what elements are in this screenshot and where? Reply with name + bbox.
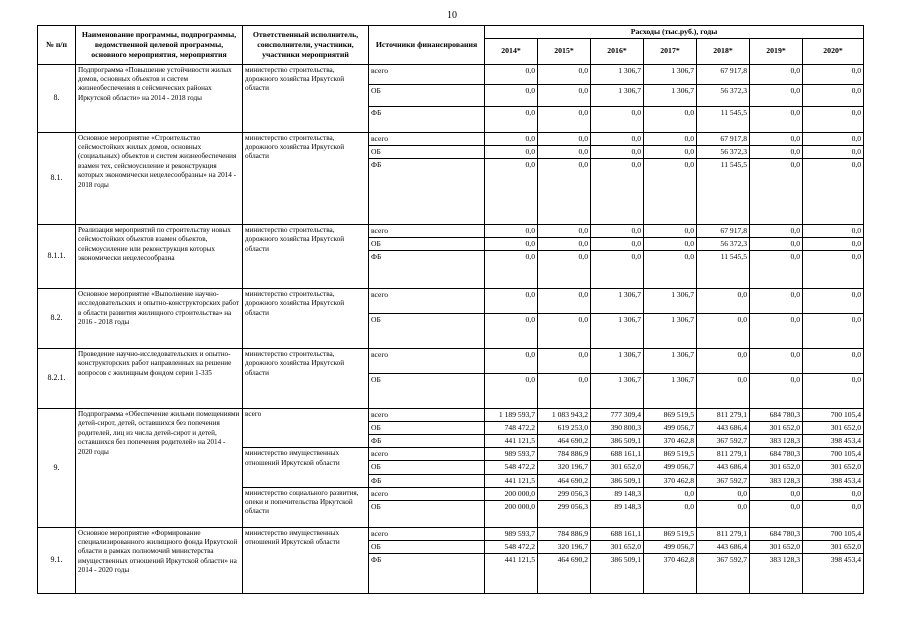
value-cell: 0,0 xyxy=(538,289,591,314)
value-cell: 0,0 xyxy=(750,500,803,527)
table-row xyxy=(38,64,864,84)
value-cell: 0,0 xyxy=(803,106,864,132)
source-cell: ФБ xyxy=(369,553,485,593)
table-row xyxy=(38,527,864,540)
value-cell: 367 592,7 xyxy=(697,435,750,448)
source-cell: ОБ xyxy=(369,84,485,106)
value-cell: 11 545,5 xyxy=(697,251,750,289)
row-number: 9. xyxy=(38,409,76,528)
value-cell: 0,0 xyxy=(538,314,591,349)
value-cell: 370 462,8 xyxy=(644,553,697,593)
row-number: 8.1.1. xyxy=(38,224,76,288)
source-cell: ФБ xyxy=(369,435,485,448)
table-body xyxy=(38,64,864,593)
value-cell: 0,0 xyxy=(697,314,750,349)
row-number: 8.2.1. xyxy=(38,349,76,409)
value-cell: 0,0 xyxy=(485,64,538,84)
row-number: 8. xyxy=(38,64,76,132)
value-cell: 811 279,1 xyxy=(697,409,750,422)
header-year: 2019* xyxy=(750,38,803,64)
source-cell: всего xyxy=(369,448,485,461)
value-cell: 0,0 xyxy=(538,349,591,374)
measure-name: Основное мероприятие «Выполнение научно-исследовательских и опытно-конструкторских работ в области развития жилищного строительства» на 2016 - 2018 годы xyxy=(76,289,243,349)
value-cell: 684 780,3 xyxy=(750,527,803,540)
measure-name: Проведение научно-исследовательских и опытно-конструкторских работ направленных на решение вопросов с жилищным фондом серии 1-335 xyxy=(76,349,243,409)
value-cell: 370 462,8 xyxy=(644,474,697,487)
value-cell: 0,0 xyxy=(750,289,803,314)
value-cell: 0,0 xyxy=(538,238,591,251)
value-cell: 386 509,1 xyxy=(591,474,644,487)
value-cell: 777 309,4 xyxy=(591,409,644,422)
value-cell: 56 372,3 xyxy=(697,238,750,251)
value-cell: 0,0 xyxy=(485,349,538,374)
value-cell: 1 306,7 xyxy=(644,64,697,84)
value-cell: 0,0 xyxy=(591,132,644,145)
value-cell: 56 372,3 xyxy=(697,84,750,106)
value-cell: 1 306,7 xyxy=(644,349,697,374)
value-cell: 67 917,8 xyxy=(697,132,750,145)
row-number: 8.2. xyxy=(38,289,76,349)
value-cell: 441 121,5 xyxy=(485,474,538,487)
value-cell: 0,0 xyxy=(750,132,803,145)
value-cell: 0,0 xyxy=(644,487,697,500)
value-cell: 0,0 xyxy=(644,106,697,132)
value-cell: 398 453,4 xyxy=(803,435,864,448)
value-cell: 499 056,7 xyxy=(644,422,697,435)
value-cell: 390 800,3 xyxy=(591,422,644,435)
value-cell: 464 690,2 xyxy=(538,553,591,593)
value-cell: 301 652,0 xyxy=(591,540,644,553)
value-cell: 0,0 xyxy=(644,238,697,251)
value-cell: 301 652,0 xyxy=(803,540,864,553)
value-cell: 0,0 xyxy=(644,251,697,289)
value-cell: 0,0 xyxy=(485,84,538,106)
value-cell: 0,0 xyxy=(591,251,644,289)
value-cell: 0,0 xyxy=(750,224,803,237)
value-cell: 1 306,7 xyxy=(591,289,644,314)
header-year: 2014* xyxy=(485,38,538,64)
measure-name: Подпрограмма «Повышение устойчивости жилых домов, основных объектов и систем жизнеобеспечения в сейсмических районах Иркутской области» на 2014 - 2018 годы xyxy=(76,64,243,132)
source-cell: всего xyxy=(369,527,485,540)
value-cell: 67 917,8 xyxy=(697,64,750,84)
row-number: 8.1. xyxy=(38,132,76,224)
value-cell: 0,0 xyxy=(803,145,864,158)
value-cell: 0,0 xyxy=(750,238,803,251)
value-cell: 0,0 xyxy=(538,132,591,145)
value-cell: 0,0 xyxy=(485,289,538,314)
value-cell: 301 652,0 xyxy=(803,461,864,474)
value-cell: 370 462,8 xyxy=(644,435,697,448)
source-cell: ОБ xyxy=(369,422,485,435)
value-cell: 441 121,5 xyxy=(485,435,538,448)
header-source: Источники финансирования xyxy=(369,26,485,65)
value-cell: 301 652,0 xyxy=(591,461,644,474)
value-cell: 499 056,7 xyxy=(644,461,697,474)
value-cell: 989 593,7 xyxy=(485,448,538,461)
measure-name: Основное мероприятие «Строительство сейсмостойких жилых домов, основных (социальных) объектов и систем жизнеобеспечения взамен тех, сейсмоусиление и реконструкция которых экономически нецелесообразны» на 2014 - 2018 годы xyxy=(76,132,243,224)
header-row-1 xyxy=(38,26,864,39)
value-cell: 11 545,5 xyxy=(697,106,750,132)
value-cell: 0,0 xyxy=(697,487,750,500)
value-cell: 0,0 xyxy=(538,84,591,106)
value-cell: 1 306,7 xyxy=(591,84,644,106)
header-name: Наименование программы, подпрограммы, ведомственной целевой программы, основного мероприятия, мероприятия xyxy=(76,26,243,65)
value-cell: 0,0 xyxy=(485,314,538,349)
header-no: № п/п xyxy=(38,26,76,65)
source-cell: ФБ xyxy=(369,158,485,224)
source-cell: ФБ xyxy=(369,251,485,289)
value-cell: 0,0 xyxy=(644,158,697,224)
value-cell: 301 652,0 xyxy=(750,461,803,474)
value-cell: 869 519,5 xyxy=(644,448,697,461)
value-cell: 56 372,3 xyxy=(697,145,750,158)
value-cell: 367 592,7 xyxy=(697,474,750,487)
value-cell: 0,0 xyxy=(803,251,864,289)
value-cell: 443 686,4 xyxy=(697,422,750,435)
value-cell: 0,0 xyxy=(485,224,538,237)
value-cell: 811 279,1 xyxy=(697,448,750,461)
source-cell: ОБ xyxy=(369,540,485,553)
value-cell: 0,0 xyxy=(538,224,591,237)
value-cell: 0,0 xyxy=(697,374,750,409)
value-cell: 0,0 xyxy=(538,251,591,289)
value-cell: 301 652,0 xyxy=(750,422,803,435)
value-cell: 1 306,7 xyxy=(591,374,644,409)
value-cell: 89 148,3 xyxy=(591,487,644,500)
value-cell: 299 056,3 xyxy=(538,500,591,527)
value-cell: 0,0 xyxy=(485,106,538,132)
header-executor: Ответственный исполнитель, соисполнители, участники, участники мероприятий xyxy=(243,26,369,65)
value-cell: 0,0 xyxy=(538,106,591,132)
value-cell: 464 690,2 xyxy=(538,474,591,487)
value-cell: 1 306,7 xyxy=(644,374,697,409)
value-cell: 548 472,2 xyxy=(485,540,538,553)
value-cell: 869 519,5 xyxy=(644,527,697,540)
source-cell: всего xyxy=(369,224,485,237)
value-cell: 0,0 xyxy=(485,251,538,289)
value-cell: 301 652,0 xyxy=(750,540,803,553)
value-cell: 1 306,7 xyxy=(644,314,697,349)
value-cell: 383 128,3 xyxy=(750,435,803,448)
value-cell: 684 780,3 xyxy=(750,448,803,461)
value-cell: 0,0 xyxy=(485,145,538,158)
value-cell: 0,0 xyxy=(591,106,644,132)
value-cell: 320 196,7 xyxy=(538,461,591,474)
value-cell: 0,0 xyxy=(591,145,644,158)
value-cell: 0,0 xyxy=(803,349,864,374)
measure-name: Основное мероприятие «Формирование специализированного жилищного фонда Иркутской области в рамках полномочий министерства имущественных отношений Иркутской области» на 2014 - 2020 годы xyxy=(76,527,243,593)
source-cell: ОБ xyxy=(369,238,485,251)
value-cell: 0,0 xyxy=(485,158,538,224)
value-cell: 0,0 xyxy=(803,500,864,527)
value-cell: 398 453,4 xyxy=(803,474,864,487)
executor-cell: всего xyxy=(243,409,369,448)
value-cell: 0,0 xyxy=(697,289,750,314)
value-cell: 0,0 xyxy=(538,145,591,158)
value-cell: 0,0 xyxy=(803,64,864,84)
value-cell: 700 105,4 xyxy=(803,448,864,461)
value-cell: 0,0 xyxy=(485,238,538,251)
value-cell: 0,0 xyxy=(803,84,864,106)
value-cell: 0,0 xyxy=(750,106,803,132)
value-cell: 11 545,5 xyxy=(697,158,750,224)
value-cell: 0,0 xyxy=(750,145,803,158)
value-cell: 0,0 xyxy=(750,487,803,500)
value-cell: 811 279,1 xyxy=(697,527,750,540)
value-cell: 0,0 xyxy=(538,64,591,84)
value-cell: 398 453,4 xyxy=(803,553,864,593)
value-cell: 748 472,2 xyxy=(485,422,538,435)
table-row xyxy=(38,289,864,314)
value-cell: 619 253,0 xyxy=(538,422,591,435)
value-cell: 0,0 xyxy=(750,374,803,409)
executor-cell: министерство строительства, дорожного хозяйства Иркутской области xyxy=(243,349,369,409)
source-cell: ОБ xyxy=(369,145,485,158)
value-cell: 0,0 xyxy=(750,251,803,289)
value-cell: 200 000,0 xyxy=(485,500,538,527)
source-cell: всего xyxy=(369,409,485,422)
value-cell: 0,0 xyxy=(644,224,697,237)
value-cell: 0,0 xyxy=(591,224,644,237)
value-cell: 299 056,3 xyxy=(538,487,591,500)
value-cell: 0,0 xyxy=(803,132,864,145)
value-cell: 0,0 xyxy=(803,289,864,314)
value-cell: 320 196,7 xyxy=(538,540,591,553)
value-cell: 499 056,7 xyxy=(644,540,697,553)
value-cell: 688 161,1 xyxy=(591,527,644,540)
source-cell: ОБ xyxy=(369,500,485,527)
header-year: 2020* xyxy=(803,38,864,64)
header-year: 2016* xyxy=(591,38,644,64)
executor-cell: министерство строительства, дорожного хозяйства Иркутской области xyxy=(243,64,369,132)
value-cell: 367 592,7 xyxy=(697,553,750,593)
executor-cell: министерство строительства, дорожного хозяйства Иркутской области xyxy=(243,224,369,288)
value-cell: 1 306,7 xyxy=(591,349,644,374)
value-cell: 1 306,7 xyxy=(591,64,644,84)
page-number: 10 xyxy=(447,10,457,21)
value-cell: 869 519,5 xyxy=(644,409,697,422)
executor-cell: министерство имущественных отношений Иркутской области xyxy=(243,527,369,593)
value-cell: 1 189 593,7 xyxy=(485,409,538,422)
value-cell: 0,0 xyxy=(803,487,864,500)
value-cell: 386 509,1 xyxy=(591,435,644,448)
value-cell: 0,0 xyxy=(803,224,864,237)
value-cell: 89 148,3 xyxy=(591,500,644,527)
executor-cell: министерство строительства, дорожного хозяйства Иркутской области xyxy=(243,289,369,349)
value-cell: 0,0 xyxy=(750,158,803,224)
value-cell: 443 686,4 xyxy=(697,461,750,474)
value-cell: 0,0 xyxy=(750,64,803,84)
value-cell: 383 128,3 xyxy=(750,474,803,487)
value-cell: 684 780,3 xyxy=(750,409,803,422)
value-cell: 0,0 xyxy=(644,132,697,145)
value-cell: 67 917,8 xyxy=(697,224,750,237)
header-expenses: Расходы (тыс.руб.), годы xyxy=(485,26,864,39)
value-cell: 0,0 xyxy=(644,500,697,527)
value-cell: 301 652,0 xyxy=(803,422,864,435)
value-cell: 0,0 xyxy=(803,158,864,224)
value-cell: 1 306,7 xyxy=(644,84,697,106)
value-cell: 0,0 xyxy=(591,158,644,224)
value-cell: 200 000,0 xyxy=(485,487,538,500)
executor-cell: министерство строительства, дорожного хозяйства Иркутской области xyxy=(243,132,369,224)
source-cell: всего xyxy=(369,289,485,314)
value-cell: 548 472,2 xyxy=(485,461,538,474)
measure-name: Реализация мероприятий по строительству новых сейсмостойких объектов взамен объектов, сейсмоусиление или реконструкция которых экономически нецелесообразна xyxy=(76,224,243,288)
header-year: 2015* xyxy=(538,38,591,64)
expenses-table xyxy=(37,25,864,594)
table-row xyxy=(38,132,864,145)
value-cell: 1 306,7 xyxy=(591,314,644,349)
value-cell: 0,0 xyxy=(803,238,864,251)
value-cell: 383 128,3 xyxy=(750,553,803,593)
value-cell: 0,0 xyxy=(591,238,644,251)
value-cell: 386 509,1 xyxy=(591,553,644,593)
measure-name: Подпрограмма «Обеспечение жильми помещениями детей-сирот, детей, оставшихся без попечения родителей, лиц из числа детей-сирот и детей, оставшихся без попечения родителей» на 2014 - 2020 годы xyxy=(76,409,243,528)
table-row xyxy=(38,224,864,237)
source-cell: ФБ xyxy=(369,474,485,487)
value-cell: 0,0 xyxy=(750,349,803,374)
value-cell: 0,0 xyxy=(803,374,864,409)
table-row xyxy=(38,349,864,374)
value-cell: 700 105,4 xyxy=(803,409,864,422)
source-cell: ФБ xyxy=(369,106,485,132)
source-cell: ОБ xyxy=(369,461,485,474)
value-cell: 784 886,9 xyxy=(538,527,591,540)
value-cell: 441 121,5 xyxy=(485,553,538,593)
table-row xyxy=(38,409,864,422)
source-cell: ОБ xyxy=(369,374,485,409)
source-cell: всего xyxy=(369,487,485,500)
value-cell: 1 306,7 xyxy=(644,289,697,314)
source-cell: всего xyxy=(369,64,485,84)
source-cell: ОБ xyxy=(369,314,485,349)
header-year: 2017* xyxy=(644,38,697,64)
value-cell: 443 686,4 xyxy=(697,540,750,553)
source-cell: всего xyxy=(369,349,485,374)
row-number: 9.1. xyxy=(38,527,76,593)
executor-cell: министерство социального развития, опеки и попечительства Иркутской области xyxy=(243,487,369,527)
value-cell: 0,0 xyxy=(750,314,803,349)
executor-cell: министерство имущественных отношений Иркутской области xyxy=(243,448,369,487)
value-cell: 688 161,1 xyxy=(591,448,644,461)
source-cell: всего xyxy=(369,132,485,145)
value-cell: 784 886,9 xyxy=(538,448,591,461)
value-cell: 1 083 943,2 xyxy=(538,409,591,422)
value-cell: 0,0 xyxy=(750,84,803,106)
value-cell: 0,0 xyxy=(485,374,538,409)
value-cell: 0,0 xyxy=(697,349,750,374)
value-cell: 0,0 xyxy=(803,314,864,349)
value-cell: 989 593,7 xyxy=(485,527,538,540)
value-cell: 700 105,4 xyxy=(803,527,864,540)
value-cell: 0,0 xyxy=(538,374,591,409)
value-cell: 0,0 xyxy=(644,145,697,158)
header-year: 2018* xyxy=(697,38,750,64)
value-cell: 0,0 xyxy=(485,132,538,145)
value-cell: 0,0 xyxy=(538,158,591,224)
value-cell: 0,0 xyxy=(697,500,750,527)
value-cell: 464 690,2 xyxy=(538,435,591,448)
